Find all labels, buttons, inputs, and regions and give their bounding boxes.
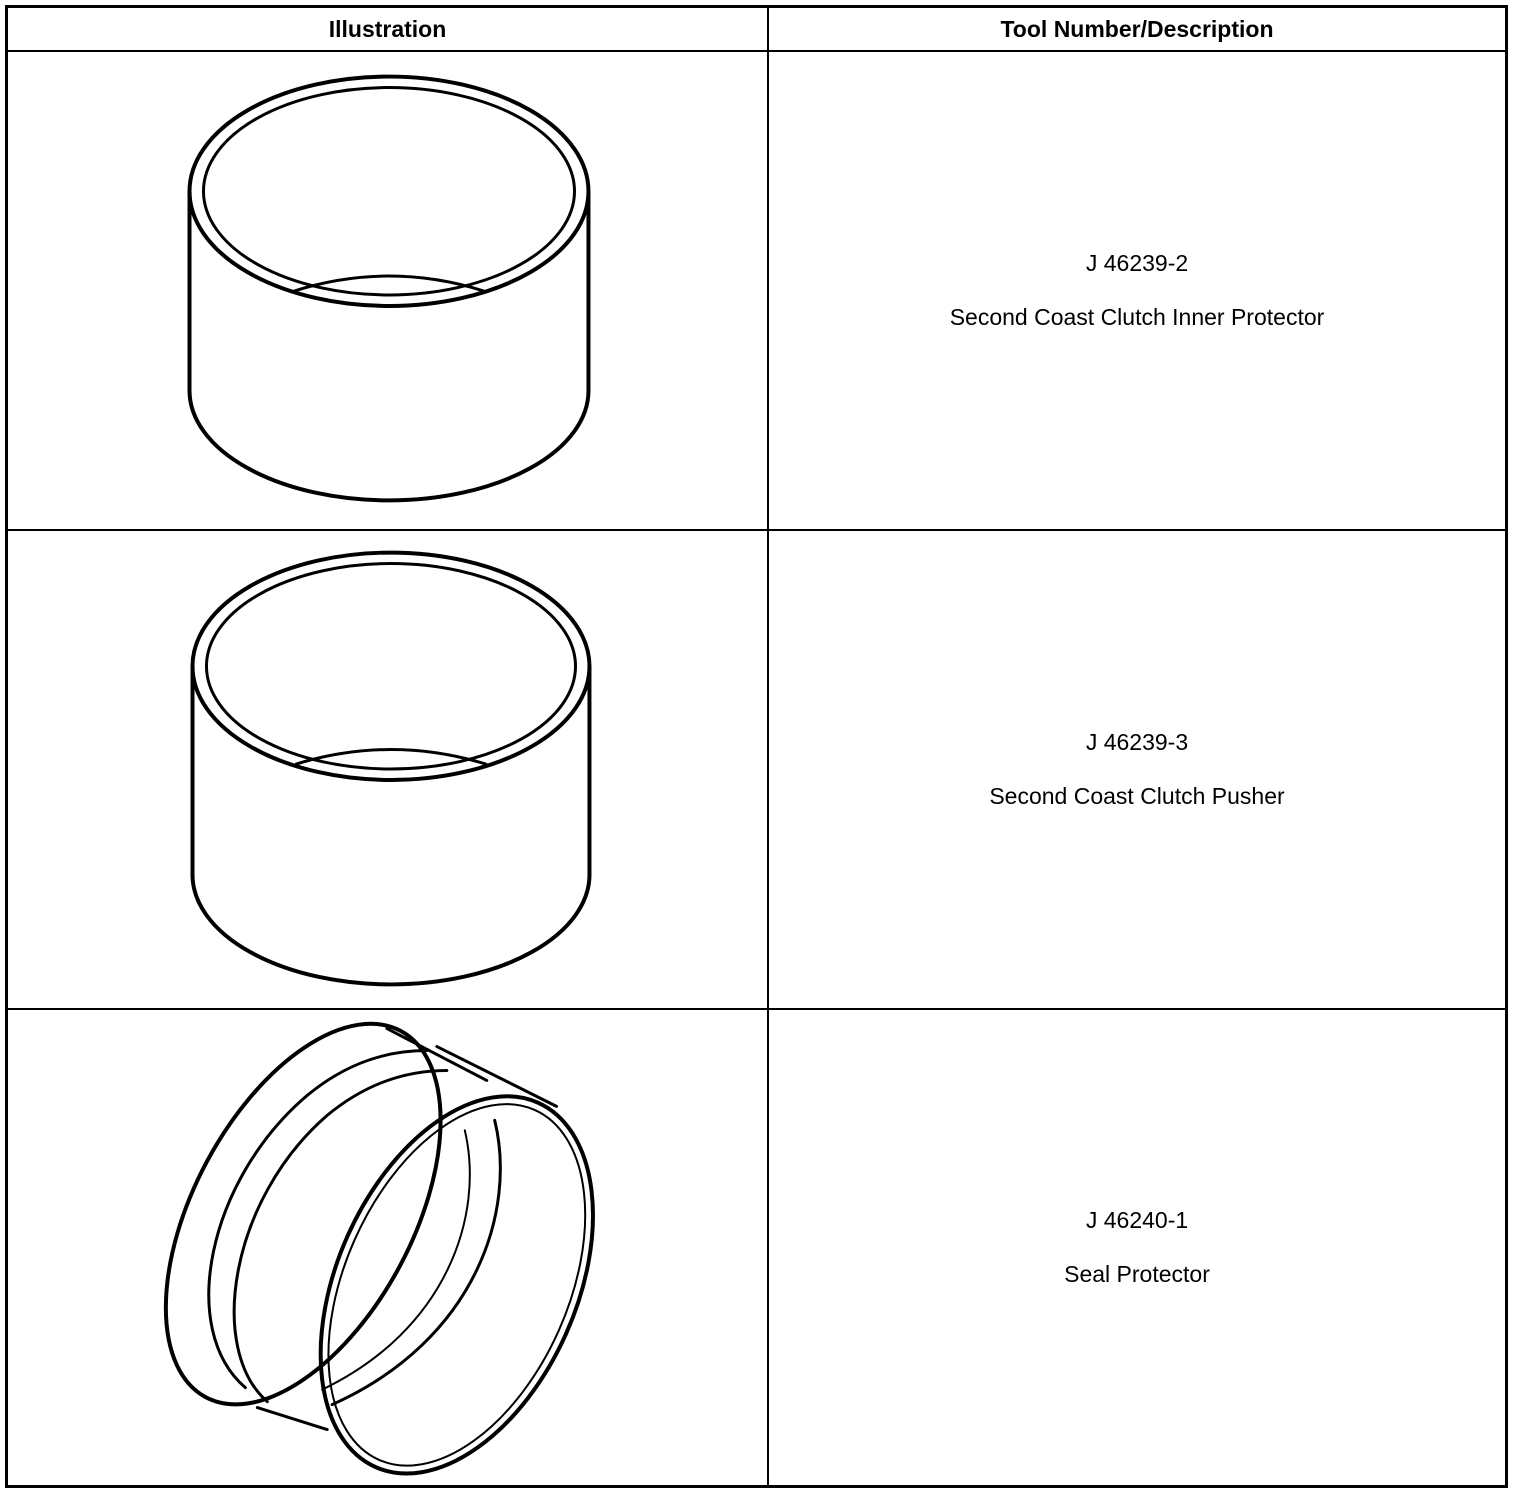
tool-number: J 46240-1 (1085, 1207, 1189, 1233)
clutch-pusher-ring-icon (8, 530, 767, 1009)
tool-description: Second Coast Clutch Inner Protector (949, 304, 1325, 330)
table-row (8, 531, 1505, 1010)
tool-info (989, 731, 1284, 808)
description-cell (769, 531, 1505, 1008)
tool-number: J 46239-2 (1085, 250, 1189, 276)
header-tool-label: Tool Number/Description (1000, 15, 1274, 42)
table-header-row (8, 8, 1505, 52)
illustration-cell (8, 52, 769, 529)
tool-info (950, 252, 1325, 329)
seal-protector-sleeve-icon (8, 1010, 767, 1485)
table-row (8, 1010, 1505, 1485)
inner-protector-ring-icon (8, 51, 767, 530)
special-tools-table (5, 5, 1508, 1488)
tool-description: Seal Protector (1064, 1261, 1210, 1287)
tool-description: Second Coast Clutch Pusher (989, 783, 1285, 809)
header-cell-illustration (8, 8, 769, 50)
illustration-cell (8, 1010, 769, 1485)
table-row (8, 52, 1505, 531)
description-cell (769, 52, 1505, 529)
illustration-cell (8, 531, 769, 1008)
tool-number: J 46239-3 (1085, 729, 1189, 755)
header-illustration-label: Illustration (328, 15, 447, 42)
description-cell (769, 1010, 1505, 1485)
header-cell-tool (769, 8, 1505, 50)
tool-info (1064, 1209, 1210, 1286)
